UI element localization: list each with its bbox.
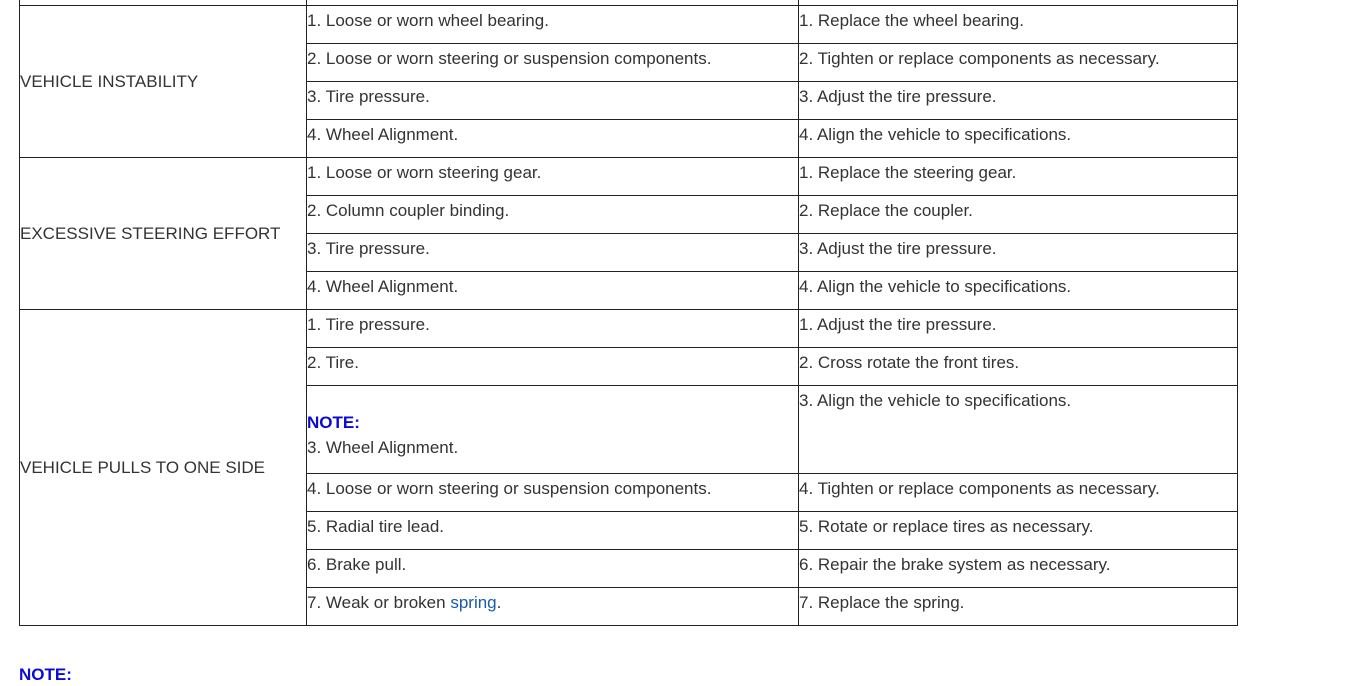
correction-cell: 2. Tighten or replace components as necessary. xyxy=(799,44,1238,82)
cause-suffix: . xyxy=(496,593,502,612)
cause-cell: 1. Loose or worn wheel bearing. xyxy=(307,6,799,44)
cause-cell: 1. Tire pressure. xyxy=(307,310,799,348)
correction-cell: 5. Rotate or replace tires as necessary. xyxy=(799,512,1238,550)
cause-cell: 4. Loose or worn steering or suspension components. xyxy=(307,474,799,512)
correction-cell: 2. Replace the coupler. xyxy=(799,196,1238,234)
cause-cell: 3. Tire pressure. xyxy=(307,234,799,272)
cause-cell: 3. Tire pressure. xyxy=(307,82,799,120)
table-row xyxy=(20,6,1238,44)
cause-cell: 5. Radial tire lead. xyxy=(307,512,799,550)
cause-cell: 2. Column coupler binding. xyxy=(307,196,799,234)
cause-cell: 2. Loose or worn steering or suspension components. xyxy=(307,44,799,82)
condition-cell xyxy=(20,158,307,310)
correction-cell: 4. Align the vehicle to specifications. xyxy=(799,272,1238,310)
correction-cell: 3. Adjust the tire pressure. xyxy=(799,82,1238,120)
correction-cell: 2. Cross rotate the front tires. xyxy=(799,348,1238,386)
correction-cell: 3. Adjust the tire pressure. xyxy=(799,234,1238,272)
correction-cell: 3. Align the vehicle to specifications. xyxy=(799,386,1238,474)
cause-cell xyxy=(307,386,799,474)
table-row xyxy=(20,158,1238,196)
condition-label: VEHICLE PULLS TO ONE SIDE xyxy=(20,458,266,477)
condition-cell xyxy=(20,310,307,626)
note-label: NOTE: xyxy=(307,413,360,432)
correction-cell: 1. Adjust the tire pressure. xyxy=(799,310,1238,348)
cause-text: 3. Wheel Alignment. xyxy=(307,438,459,457)
condition-cell xyxy=(20,6,307,158)
table-row xyxy=(20,310,1238,348)
note-label: NOTE: xyxy=(19,665,72,684)
cause-cell: 1. Loose or worn steering gear. xyxy=(307,158,799,196)
cause-cell: 4. Wheel Alignment. xyxy=(307,120,799,158)
correction-cell: 4. Align the vehicle to specifications. xyxy=(799,120,1238,158)
condition-label: VEHICLE INSTABILITY xyxy=(20,72,199,91)
cause-cell: 6. Brake pull. xyxy=(307,550,799,588)
correction-cell: 4. Tighten or replace components as necessary. xyxy=(799,474,1238,512)
correction-cell: 7. Replace the spring. xyxy=(799,588,1238,626)
cause-cell xyxy=(307,588,799,626)
condition-label: EXCESSIVE STEERING EFFORT xyxy=(20,224,281,243)
correction-cell: 1. Replace the wheel bearing. xyxy=(799,6,1238,44)
cause-cell: 4. Wheel Alignment. xyxy=(307,272,799,310)
cause-text: 7. Weak or broken xyxy=(307,593,451,612)
spring-link[interactable]: spring xyxy=(450,593,497,612)
correction-cell: 6. Repair the brake system as necessary. xyxy=(799,550,1238,588)
cause-cell: 2. Tire. xyxy=(307,348,799,386)
diagnosis-table xyxy=(19,0,1238,626)
correction-cell: 1. Replace the steering gear. xyxy=(799,158,1238,196)
